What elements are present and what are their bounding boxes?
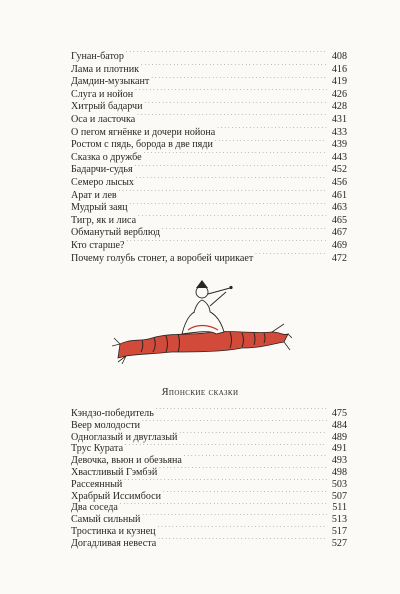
toc-entry-page: 527 — [331, 537, 347, 549]
toc-entry-title: Хвастливый Гэмбэй — [71, 466, 158, 478]
dot-leader — [144, 99, 327, 109]
dot-leader — [156, 406, 327, 416]
toc-entry-title: Слуга и нойон — [71, 88, 134, 100]
toc-entry — [71, 99, 347, 112]
toc-entry-title: Догадливая невеста — [71, 537, 157, 549]
toc-entry-page: 467 — [331, 227, 347, 239]
toc-entry — [71, 477, 347, 489]
toc-entry-page: 475 — [331, 408, 347, 419]
toc-entry — [71, 251, 347, 264]
toc-entry — [71, 137, 347, 150]
dot-leader — [142, 512, 327, 522]
toc-entry-title: Ростом с пядь, борода в две пяди — [71, 139, 213, 151]
dot-leader — [126, 49, 327, 59]
toc-entry-page: 419 — [331, 76, 347, 88]
toc-entry-title: Гунан-батор — [71, 51, 124, 62]
toc-entry — [71, 150, 347, 163]
toc-entry-page: 503 — [331, 478, 347, 490]
toc-entry — [71, 112, 347, 125]
dot-leader — [215, 137, 327, 147]
toc-entry-page: 507 — [331, 490, 347, 502]
dot-leader — [120, 500, 327, 510]
toc-entry — [71, 62, 347, 75]
dot-leader — [151, 74, 327, 84]
toc-entry — [71, 453, 347, 465]
toc-entry — [71, 465, 347, 477]
toc-entry-title: Рассеянный — [71, 478, 123, 490]
toc-entry — [71, 125, 347, 138]
toc-entry — [71, 500, 347, 512]
dot-leader — [124, 477, 327, 487]
dot-leader — [179, 430, 327, 440]
toc-entry-page: 465 — [331, 214, 347, 226]
toc-entry-page: 489 — [331, 431, 347, 443]
toc-list-japanese — [71, 406, 347, 548]
toc-entry — [71, 225, 347, 238]
man-on-tiger-skin-illustration — [112, 272, 292, 364]
dot-leader — [162, 225, 327, 235]
dot-leader — [119, 188, 327, 198]
toc-entry-title: Почему голубь стонет, а воробей чирикает — [71, 252, 254, 264]
dot-leader — [184, 453, 327, 463]
toc-entry-title: Сказка о дружбе — [71, 151, 142, 163]
toc-entry — [71, 188, 347, 201]
toc-entry-title: Бадарчи-судья — [71, 164, 133, 176]
toc-entry — [71, 49, 347, 62]
toc-entry — [71, 200, 347, 213]
toc-entry-title: Хитрый бадарчи — [71, 101, 143, 113]
toc-entry-title: Самый сильный — [71, 514, 141, 526]
toc-entry — [71, 441, 347, 453]
toc-entry-title: Обманутый верблюд — [71, 227, 161, 239]
toc-entry-page: 513 — [331, 514, 347, 526]
dot-leader — [144, 150, 327, 160]
section-heading: Японские сказки — [161, 387, 239, 398]
dot-leader — [135, 87, 327, 97]
dot-leader — [158, 524, 327, 534]
toc-entry-page: 433 — [331, 126, 347, 138]
toc-entry — [71, 74, 347, 87]
dot-leader — [217, 125, 327, 135]
dot-leader — [136, 175, 327, 185]
toc-entry-title: Трус Курата — [71, 443, 124, 455]
toc-entry — [71, 512, 347, 524]
toc-entry-page: 426 — [331, 88, 347, 100]
toc-entry — [71, 418, 347, 430]
toc-entry — [71, 238, 347, 251]
toc-entry-title: Дамдин-музыкант — [71, 76, 150, 88]
toc-entry — [71, 87, 347, 100]
toc-entry-title: Тростинка и кузнец — [71, 525, 156, 537]
toc-list-mongolian — [71, 49, 347, 263]
toc-entry-page: 463 — [331, 202, 347, 214]
dot-leader — [163, 489, 327, 499]
toc-entry-title: Одноглазый и двуглазый — [71, 431, 178, 443]
toc-entry-title: Два соседа — [71, 502, 118, 514]
toc-entry — [71, 430, 347, 442]
toc-entry — [71, 213, 347, 226]
dot-leader — [159, 465, 327, 475]
toc-entry-page: 431 — [331, 113, 347, 125]
toc-entry-title: Мудрый заяц — [71, 202, 128, 214]
toc-entry-title: Веер молодости — [71, 419, 141, 431]
toc-entry-page: 416 — [331, 63, 347, 75]
dot-leader — [130, 200, 327, 210]
toc-entry-title: Кто старше? — [71, 239, 125, 251]
dot-leader — [135, 162, 327, 172]
dot-leader — [138, 213, 327, 223]
toc-entry-page: 461 — [331, 189, 347, 201]
dot-leader — [158, 536, 327, 546]
toc-entry-page: 491 — [331, 443, 347, 455]
toc-entry — [71, 536, 347, 548]
toc-entry-page: 452 — [331, 164, 347, 176]
toc-entry-title: О пегом ягнёнке и дочери нойона — [71, 126, 216, 138]
dot-leader — [137, 112, 327, 122]
dot-leader — [142, 418, 327, 428]
toc-entry-page: 493 — [331, 455, 347, 467]
toc-entry-page: 472 — [331, 252, 347, 264]
toc-entry-title: Арат и лев — [71, 189, 117, 201]
toc-entry — [71, 175, 347, 188]
toc-entry-page: 439 — [331, 139, 347, 151]
toc-entry-page: 498 — [331, 466, 347, 478]
toc-entry-page: 428 — [331, 101, 347, 113]
dot-leader — [126, 238, 327, 248]
toc-entry — [71, 524, 347, 536]
toc-entry — [71, 162, 347, 175]
toc-entry-title: Тигр, як и лиса — [71, 214, 137, 226]
toc-entry-title: Девочка, вьюн и обезьяна — [71, 455, 182, 467]
toc-entry-title: Лама и плотник — [71, 63, 140, 75]
toc-entry-title: Оса и ласточка — [71, 113, 136, 125]
toc-entry-page: 456 — [331, 176, 347, 188]
toc-entry-title: Храбрый Иссимбоси — [71, 490, 162, 502]
dot-leader — [125, 441, 327, 451]
toc-entry-page: 408 — [331, 51, 347, 62]
toc-entry — [71, 489, 347, 501]
toc-entry-title: Семеро лысых — [71, 176, 134, 188]
toc-entry — [71, 406, 347, 418]
toc-entry-page: 511 — [332, 502, 347, 514]
toc-entry-page: 443 — [331, 151, 347, 163]
toc-entry-title: Кэндзо-победитель — [71, 408, 154, 419]
dot-leader — [255, 251, 327, 261]
toc-entry-page: 484 — [331, 419, 347, 431]
toc-entry-page: 517 — [331, 525, 347, 537]
toc-entry-page: 469 — [331, 239, 347, 251]
dot-leader — [141, 62, 327, 72]
